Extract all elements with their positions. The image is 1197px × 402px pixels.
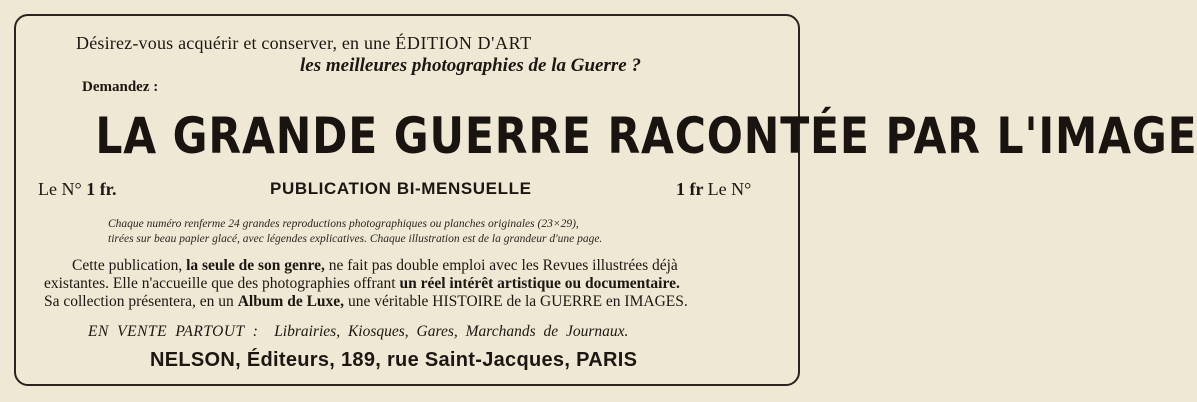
price-left [38, 179, 117, 200]
subtitle-question: les meilleures photographies de la Guerre ? [300, 55, 641, 76]
sale-places: Librairies, Kiosques, Gares, Marchands de Journaux. [274, 323, 629, 340]
body-text: existantes. Elle n'accueille que des photographies offrant [44, 275, 396, 292]
sale-heading: EN VENTE PARTOUT : [88, 323, 259, 340]
body-emphasis: la seule de son genre, [186, 257, 325, 274]
body-emphasis: un réel intérêt artistique ou documentaire. [399, 275, 680, 292]
price-right [676, 179, 751, 200]
body-line-3 [44, 293, 688, 311]
contents-description-line2: tirées sur beau papier glacé, avec légendes explicatives. Chaque illustration est de la grandeur d'une page. [108, 233, 603, 245]
price-left-label: Le N° [38, 179, 87, 199]
publisher-address: NELSON, Éditeurs, 189, rue Saint-Jacques, PARIS [150, 349, 638, 371]
intro-text: Désirez-vous acquérir et conserver, en une [76, 33, 391, 53]
contents-description-line1: Chaque numéro renferme 24 grandes reproductions photographiques ou planches originales (23×29), [108, 218, 579, 230]
body-emphasis: Album de Luxe, [237, 293, 345, 310]
demandez-label: Demandez : [82, 79, 159, 95]
body-line-1 [72, 257, 678, 275]
body-text: Sa collection présentera, en un [44, 293, 234, 310]
publication-title: LA GRANDE GUERRE RACONTÉE PAR L'IMAGE [95, 107, 1197, 165]
sale-locations [88, 323, 628, 341]
body-text: une véritable HISTOIRE de la GUERRE en IMAGES. [347, 293, 688, 310]
intro-line [76, 33, 532, 54]
body-line-2 [44, 275, 680, 293]
price-right-value: 1 fr [676, 179, 708, 199]
body-text: Cette publication, [72, 257, 183, 274]
body-text: ne fait pas double emploi avec les Revues illustrées déjà [328, 257, 678, 274]
price-right-label: Le N° [707, 179, 752, 199]
price-left-value: 1 fr. [86, 179, 117, 199]
publication-frequency: PUBLICATION BI-MENSUELLE [270, 179, 532, 198]
edition-art-text: ÉDITION D'ART [395, 33, 532, 53]
